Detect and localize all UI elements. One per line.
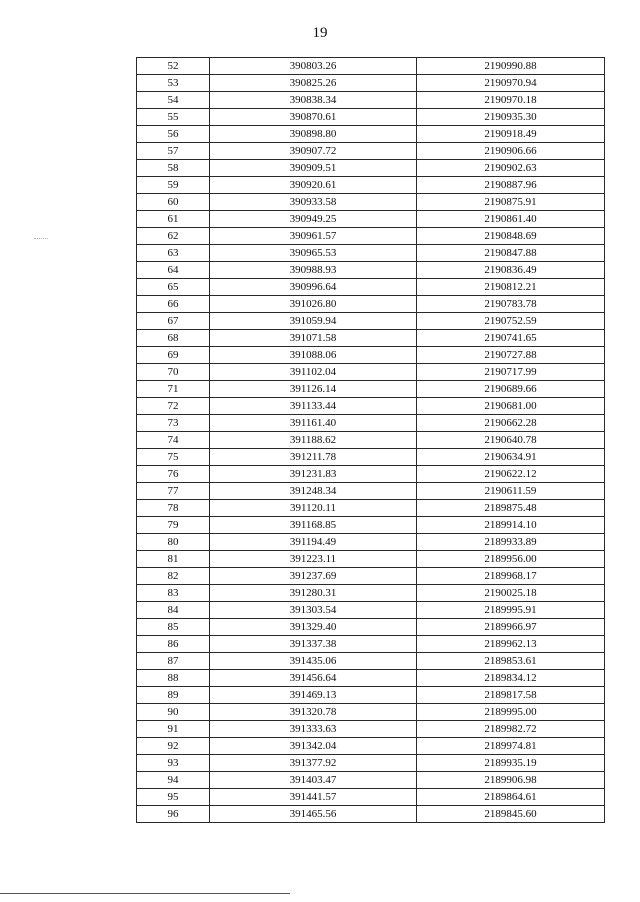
point-number-cell: 77	[137, 483, 210, 500]
x-coordinate-cell: 390920.61	[210, 177, 417, 194]
y-coordinate-cell: 2189974.81	[417, 738, 605, 755]
y-coordinate-cell: 2190990.88	[417, 58, 605, 75]
table-row	[137, 228, 605, 245]
y-coordinate-cell: 2189845.60	[417, 806, 605, 823]
table-row	[137, 789, 605, 806]
x-coordinate-cell: 391194.49	[210, 534, 417, 551]
y-coordinate-cell: 2190741.65	[417, 330, 605, 347]
x-coordinate-cell: 391377.92	[210, 755, 417, 772]
table-row	[137, 653, 605, 670]
y-coordinate-cell: 2190970.94	[417, 75, 605, 92]
y-coordinate-cell: 2190918.49	[417, 126, 605, 143]
y-coordinate-cell: 2190717.99	[417, 364, 605, 381]
point-number-cell: 66	[137, 296, 210, 313]
x-coordinate-cell: 390988.93	[210, 262, 417, 279]
x-coordinate-cell: 391126.14	[210, 381, 417, 398]
x-coordinate-cell: 391465.56	[210, 806, 417, 823]
x-coordinate-cell: 391441.57	[210, 789, 417, 806]
point-number-cell: 62	[137, 228, 210, 245]
table-row	[137, 806, 605, 823]
y-coordinate-cell: 2189914.10	[417, 517, 605, 534]
table-row	[137, 143, 605, 160]
y-coordinate-cell: 2189935.19	[417, 755, 605, 772]
x-coordinate-cell: 390996.64	[210, 279, 417, 296]
y-coordinate-cell: 2189962.13	[417, 636, 605, 653]
y-coordinate-cell: 2189995.91	[417, 602, 605, 619]
x-coordinate-cell: 391456.64	[210, 670, 417, 687]
x-coordinate-cell: 390949.25	[210, 211, 417, 228]
y-coordinate-cell: 2189956.00	[417, 551, 605, 568]
coordinates-table	[136, 57, 605, 823]
point-number-cell: 58	[137, 160, 210, 177]
table-row	[137, 432, 605, 449]
point-number-cell: 61	[137, 211, 210, 228]
y-coordinate-cell: 2190906.66	[417, 143, 605, 160]
x-coordinate-cell: 391329.40	[210, 619, 417, 636]
x-coordinate-cell: 391102.04	[210, 364, 417, 381]
table-row	[137, 755, 605, 772]
y-coordinate-cell: 2190681.00	[417, 398, 605, 415]
point-number-cell: 60	[137, 194, 210, 211]
x-coordinate-cell: 390909.51	[210, 160, 417, 177]
y-coordinate-cell: 2190025.18	[417, 585, 605, 602]
x-coordinate-cell: 390870.61	[210, 109, 417, 126]
y-coordinate-cell: 2189995.00	[417, 704, 605, 721]
coordinates-table-container	[136, 57, 604, 823]
x-coordinate-cell: 390898.80	[210, 126, 417, 143]
point-number-cell: 67	[137, 313, 210, 330]
y-coordinate-cell: 2190902.63	[417, 160, 605, 177]
table-row	[137, 551, 605, 568]
table-row	[137, 738, 605, 755]
point-number-cell: 85	[137, 619, 210, 636]
y-coordinate-cell: 2190640.78	[417, 432, 605, 449]
point-number-cell: 72	[137, 398, 210, 415]
y-coordinate-cell: 2190848.69	[417, 228, 605, 245]
x-coordinate-cell: 391237.69	[210, 568, 417, 585]
point-number-cell: 68	[137, 330, 210, 347]
point-number-cell: 87	[137, 653, 210, 670]
y-coordinate-cell: 2190752.59	[417, 313, 605, 330]
x-coordinate-cell: 391403.47	[210, 772, 417, 789]
y-coordinate-cell: 2190935.30	[417, 109, 605, 126]
point-number-cell: 82	[137, 568, 210, 585]
point-number-cell: 73	[137, 415, 210, 432]
point-number-cell: 52	[137, 58, 210, 75]
point-number-cell: 95	[137, 789, 210, 806]
y-coordinate-cell: 2190812.21	[417, 279, 605, 296]
x-coordinate-cell: 391071.58	[210, 330, 417, 347]
y-coordinate-cell: 2189968.17	[417, 568, 605, 585]
table-row	[137, 568, 605, 585]
x-coordinate-cell: 391337.38	[210, 636, 417, 653]
y-coordinate-cell: 2190611.59	[417, 483, 605, 500]
footer-rule	[0, 893, 290, 894]
point-number-cell: 59	[137, 177, 210, 194]
table-row	[137, 262, 605, 279]
x-coordinate-cell: 391120.11	[210, 500, 417, 517]
x-coordinate-cell: 391280.31	[210, 585, 417, 602]
table-row	[137, 211, 605, 228]
point-number-cell: 53	[137, 75, 210, 92]
table-row	[137, 92, 605, 109]
table-row	[137, 58, 605, 75]
point-number-cell: 93	[137, 755, 210, 772]
y-coordinate-cell: 2190970.18	[417, 92, 605, 109]
x-coordinate-cell: 390965.53	[210, 245, 417, 262]
table-row	[137, 483, 605, 500]
table-row	[137, 313, 605, 330]
x-coordinate-cell: 390961.57	[210, 228, 417, 245]
table-row	[137, 670, 605, 687]
point-number-cell: 57	[137, 143, 210, 160]
x-coordinate-cell: 391333.63	[210, 721, 417, 738]
point-number-cell: 89	[137, 687, 210, 704]
x-coordinate-cell: 391168.85	[210, 517, 417, 534]
table-row	[137, 75, 605, 92]
y-coordinate-cell: 2189966.97	[417, 619, 605, 636]
table-row	[137, 619, 605, 636]
table-row	[137, 347, 605, 364]
x-coordinate-cell: 390907.72	[210, 143, 417, 160]
table-row	[137, 109, 605, 126]
y-coordinate-cell: 2189906.98	[417, 772, 605, 789]
point-number-cell: 76	[137, 466, 210, 483]
point-number-cell: 63	[137, 245, 210, 262]
x-coordinate-cell: 391026.80	[210, 296, 417, 313]
point-number-cell: 70	[137, 364, 210, 381]
table-row	[137, 296, 605, 313]
point-number-cell: 71	[137, 381, 210, 398]
point-number-cell: 92	[137, 738, 210, 755]
point-number-cell: 69	[137, 347, 210, 364]
y-coordinate-cell: 2189982.72	[417, 721, 605, 738]
point-number-cell: 64	[137, 262, 210, 279]
page-number: 19	[312, 25, 328, 41]
point-number-cell: 91	[137, 721, 210, 738]
table-row	[137, 704, 605, 721]
y-coordinate-cell: 2189864.61	[417, 789, 605, 806]
table-row	[137, 585, 605, 602]
point-number-cell: 88	[137, 670, 210, 687]
y-coordinate-cell: 2190727.88	[417, 347, 605, 364]
table-row	[137, 449, 605, 466]
x-coordinate-cell: 391211.78	[210, 449, 417, 466]
x-coordinate-cell: 391342.04	[210, 738, 417, 755]
y-coordinate-cell: 2190836.49	[417, 262, 605, 279]
table-row	[137, 466, 605, 483]
margin-mark	[34, 238, 48, 239]
y-coordinate-cell: 2190634.91	[417, 449, 605, 466]
table-row	[137, 279, 605, 296]
x-coordinate-cell: 391088.06	[210, 347, 417, 364]
x-coordinate-cell: 390933.58	[210, 194, 417, 211]
x-coordinate-cell: 391320.78	[210, 704, 417, 721]
table-row	[137, 330, 605, 347]
y-coordinate-cell: 2189834.12	[417, 670, 605, 687]
table-row	[137, 415, 605, 432]
point-number-cell: 65	[137, 279, 210, 296]
y-coordinate-cell: 2190783.78	[417, 296, 605, 313]
table-row	[137, 772, 605, 789]
point-number-cell: 83	[137, 585, 210, 602]
point-number-cell: 81	[137, 551, 210, 568]
x-coordinate-cell: 391161.40	[210, 415, 417, 432]
point-number-cell: 86	[137, 636, 210, 653]
point-number-cell: 75	[137, 449, 210, 466]
y-coordinate-cell: 2190887.96	[417, 177, 605, 194]
y-coordinate-cell: 2189875.48	[417, 500, 605, 517]
x-coordinate-cell: 390838.34	[210, 92, 417, 109]
table-row	[137, 126, 605, 143]
table-row	[137, 245, 605, 262]
x-coordinate-cell: 391469.13	[210, 687, 417, 704]
y-coordinate-cell: 2189817.58	[417, 687, 605, 704]
x-coordinate-cell: 390803.26	[210, 58, 417, 75]
coordinates-table-body	[137, 58, 605, 823]
x-coordinate-cell: 391059.94	[210, 313, 417, 330]
table-row	[137, 534, 605, 551]
point-number-cell: 94	[137, 772, 210, 789]
point-number-cell: 74	[137, 432, 210, 449]
y-coordinate-cell: 2190622.12	[417, 466, 605, 483]
y-coordinate-cell: 2190861.40	[417, 211, 605, 228]
y-coordinate-cell: 2190662.28	[417, 415, 605, 432]
point-number-cell: 55	[137, 109, 210, 126]
point-number-cell: 84	[137, 602, 210, 619]
point-number-cell: 54	[137, 92, 210, 109]
table-row	[137, 194, 605, 211]
table-row	[137, 160, 605, 177]
table-row	[137, 721, 605, 738]
x-coordinate-cell: 391303.54	[210, 602, 417, 619]
table-row	[137, 517, 605, 534]
table-row	[137, 398, 605, 415]
x-coordinate-cell: 391231.83	[210, 466, 417, 483]
table-row	[137, 687, 605, 704]
point-number-cell: 78	[137, 500, 210, 517]
x-coordinate-cell: 391188.62	[210, 432, 417, 449]
y-coordinate-cell: 2189933.89	[417, 534, 605, 551]
table-row	[137, 177, 605, 194]
y-coordinate-cell: 2190875.91	[417, 194, 605, 211]
point-number-cell: 80	[137, 534, 210, 551]
table-row	[137, 636, 605, 653]
table-row	[137, 500, 605, 517]
table-row	[137, 364, 605, 381]
x-coordinate-cell: 391248.34	[210, 483, 417, 500]
x-coordinate-cell: 391223.11	[210, 551, 417, 568]
table-row	[137, 602, 605, 619]
point-number-cell: 96	[137, 806, 210, 823]
x-coordinate-cell: 390825.26	[210, 75, 417, 92]
point-number-cell: 90	[137, 704, 210, 721]
x-coordinate-cell: 391435.06	[210, 653, 417, 670]
y-coordinate-cell: 2190847.88	[417, 245, 605, 262]
table-row	[137, 381, 605, 398]
y-coordinate-cell: 2190689.66	[417, 381, 605, 398]
point-number-cell: 79	[137, 517, 210, 534]
x-coordinate-cell: 391133.44	[210, 398, 417, 415]
point-number-cell: 56	[137, 126, 210, 143]
y-coordinate-cell: 2189853.61	[417, 653, 605, 670]
